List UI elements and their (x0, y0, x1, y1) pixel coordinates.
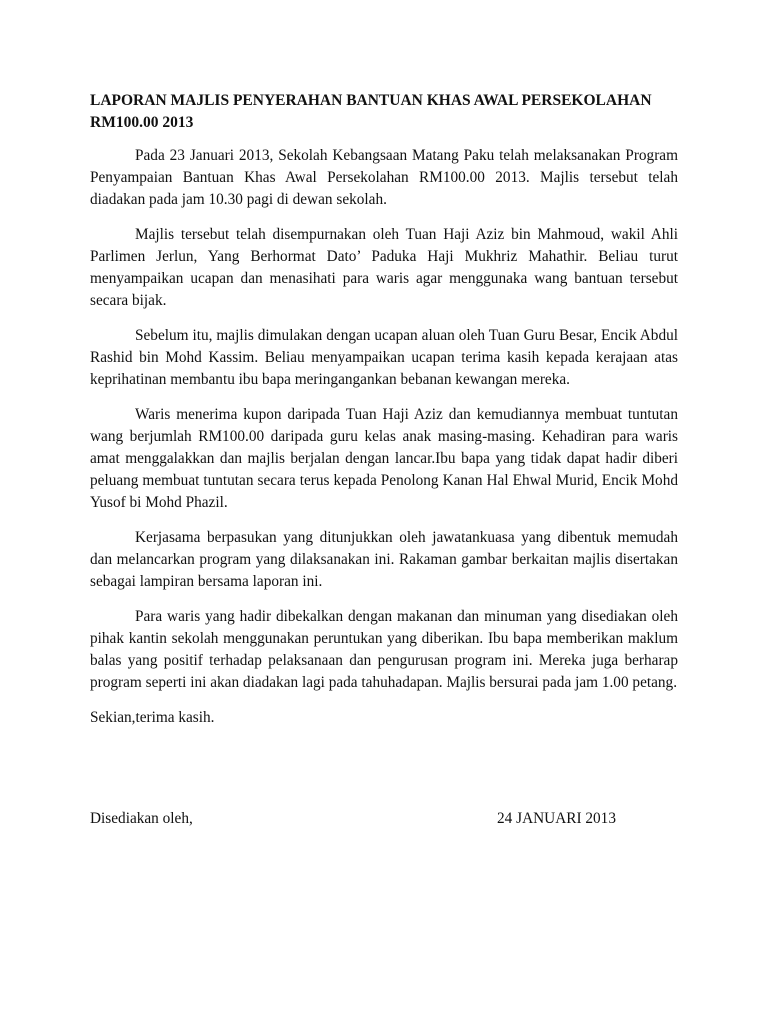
document-title: LAPORAN MAJLIS PENYERAHAN BANTUAN KHAS AWAL PERSEKOLAHAN RM100.00 2013 (90, 92, 652, 131)
closing-line: Sekian,terima kasih. (90, 709, 215, 726)
paragraph-opening: Pada 23 Januari 2013, Sekolah Kebangsaan Matang Paku telah melaksanakan Program Penyampaian Bantuan Khas Awal Persekolahan RM100.00 2013. Majlis tersebut telah diadakan pada jam 10.30 pagi di dewan sekolah. (90, 147, 678, 208)
paragraph-coupon-claims: Waris menerima kupon daripada Tuan Haji Aziz dan kemudiannya membuat tuntutan wang berjumlah RM100.00 daripada guru kelas anak masing-masing. Kehadiran para waris amat menggalakkan dan majlis berjalan dengan lancar.Ibu bapa yang tidak dapat hadir diberi peluang membuat tuntutan secara terus kepada Penolong Kanan Hal Ehwal Murid, Encik Mohd Yusof bi Mohd Phazil. (90, 406, 678, 511)
paragraph-teamwork: Kerjasama berpasukan yang ditunjukkan oleh jawatankuasa yang dibentuk memudah dan melancarkan program yang dilaksanakan ini. Rakaman gambar berkaitan majlis disertakan sebagai lampiran bersama laporan ini. (90, 529, 678, 590)
paragraph-welcome-speech: Sebelum itu, majlis dimulakan dengan ucapan aluan oleh Tuan Guru Besar, Encik Abdul Rashid bin Mohd Kassim. Beliau menyampaikan ucapan terima kasih kepada kerajaan atas keprihatinan membantu ibu bapa meringangankan bebanan kewangan mereka. (90, 327, 678, 388)
document-date: 24 JANUARI 2013 (497, 810, 616, 827)
paragraph-officiator: Majlis tersebut telah disempurnakan oleh Tuan Haji Aziz bin Mahmoud, wakil Ahli Parlimen Jerlun, Yang Berhormat Dato’ Paduka Haji Mukhriz Mahathir. Beliau turut menyampaikan ucapan dan menasihati para waris agar menggunaka wang bantuan tersebut secara bijak. (90, 226, 678, 309)
prepared-by-label: Disediakan oleh, (90, 810, 193, 827)
paragraph-refreshments: Para waris yang hadir dibekalkan dengan makanan dan minuman yang disediakan oleh pihak kantin sekolah menggunakan peruntukan yang diberikan. Ibu bapa memberikan maklum balas yang positif terhadap pelaksanaan dan pengurusan program ini. Mereka juga berharap program seperti ini akan diadakan lagi pada tahuhadapan. Majlis bersurai pada jam 1.00 petang. (90, 608, 678, 691)
document-body (90, 145, 678, 729)
